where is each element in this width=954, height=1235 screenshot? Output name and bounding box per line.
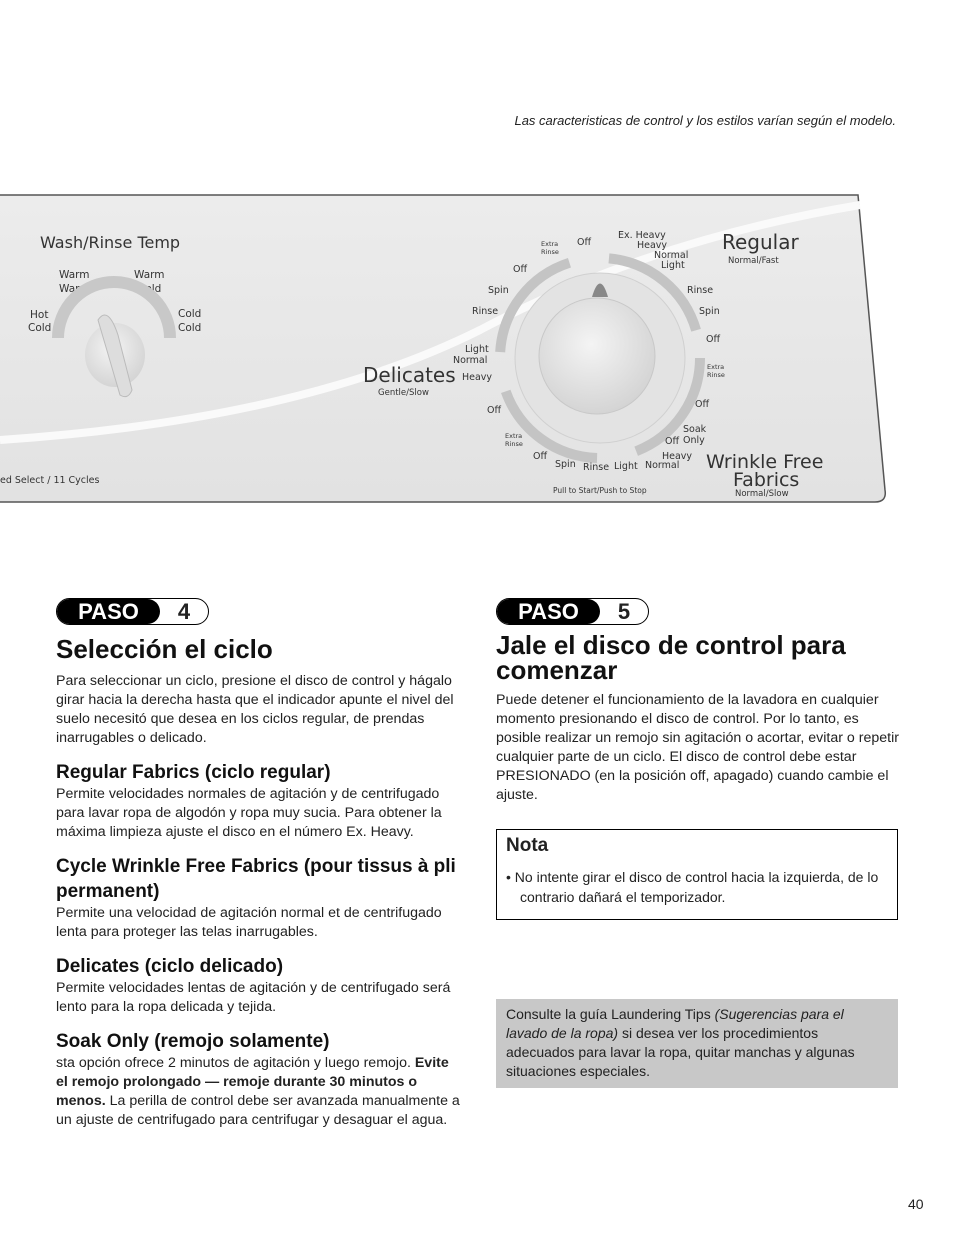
step-5-badge (496, 598, 649, 625)
badge-number: 5 (617, 599, 631, 624)
italic-text: (Sugerencias para el lavado de la ropa) (506, 1006, 844, 1041)
control-panel-illustration (0, 190, 954, 510)
svg-text:Spin: Spin (555, 459, 576, 470)
svg-text:Rinse: Rinse (707, 371, 725, 379)
svg-text:Regular: Regular (722, 230, 799, 254)
svg-text:Heavy: Heavy (637, 240, 668, 251)
step-5-column (496, 598, 900, 805)
header-note: Las caracteristicas de control y los estilos varían según el modelo. (514, 113, 896, 128)
page-number: 40 (908, 1196, 924, 1212)
svg-text:Normal: Normal (453, 355, 488, 366)
svg-text:Spin: Spin (488, 285, 509, 296)
step-4-intro: Para seleccionar un ciclo, presione el disco de control y hágalo girar hacia la derecha hasta que el indicador apunte el nivel del suelo necesitó que desea en los ciclos regular, de prendas inarrugables o delicado. (56, 673, 454, 746)
badge-label: PASO (497, 599, 600, 624)
svg-text:Ex. Heavy: Ex. Heavy (618, 230, 666, 241)
svg-text:Spin: Spin (699, 306, 720, 317)
warning-text: Evite el remojo prolongado — remoje durante 30 minutos o menos. (56, 1055, 449, 1109)
svg-text:Rinse: Rinse (472, 306, 499, 317)
badge-number: 4 (177, 599, 191, 624)
note-title: Nota (506, 835, 549, 856)
svg-text:Warm: Warm (59, 283, 90, 295)
svg-text:Normal/Fast: Normal/Fast (728, 256, 779, 266)
svg-text:Wrinkle Free: Wrinkle Free (706, 451, 824, 473)
svg-text:Normal: Normal (645, 460, 680, 471)
svg-text:Rinse: Rinse (687, 285, 714, 296)
step-5-title: Jale el disco de control para comenzar (496, 630, 846, 685)
svg-text:Only: Only (683, 435, 705, 446)
note-box (496, 829, 898, 920)
svg-text:Off: Off (577, 237, 592, 248)
section-heading: Delicates (ciclo delicado) (56, 956, 284, 977)
svg-text:Normal: Normal (654, 250, 689, 261)
svg-text:Rinse: Rinse (505, 440, 523, 448)
section-text: Permite velocidades lentas de agitación y de centrifugado será lento para la ropa delicada y tejida. (56, 980, 451, 1015)
svg-text:Hot: Hot (30, 309, 49, 321)
svg-text:Heavy: Heavy (662, 451, 693, 462)
svg-text:Off: Off (487, 405, 502, 416)
svg-text:Fabrics: Fabrics (733, 469, 800, 491)
text: Consulte la guía Laundering Tips (506, 1006, 715, 1022)
svg-text:Cold: Cold (138, 283, 162, 295)
svg-text:Wash/Rinse Temp: Wash/Rinse Temp (40, 233, 181, 252)
svg-text:Cold: Cold (178, 322, 202, 334)
step-4-badge (56, 598, 209, 625)
svg-text:Light: Light (661, 260, 685, 271)
svg-text:Extra: Extra (541, 240, 559, 248)
section-text (56, 1054, 464, 1130)
svg-text:Light: Light (465, 344, 489, 355)
svg-text:Off: Off (533, 451, 548, 462)
svg-text:ed Select / 11 Cycles: ed Select / 11 Cycles (0, 475, 100, 486)
text: sta opción ofrece 2 minutos de agitación y luego remojo. (56, 1055, 415, 1071)
svg-text:Pull to Start/Push to Stop: Pull to Start/Push to Stop (553, 486, 647, 495)
section-heading: Cycle Wrinkle Free Fabrics (pour tissus à pli permanent) (56, 856, 456, 902)
svg-text:Off: Off (695, 399, 710, 410)
svg-text:Extra: Extra (707, 363, 725, 371)
svg-text:Heavy: Heavy (462, 372, 493, 383)
svg-text:Cold: Cold (178, 308, 202, 320)
svg-text:Delicates: Delicates (363, 363, 456, 387)
section-text: Permite una velocidad de agitación normal et de centrifugado lenta para proteger las telas inarrugables. (56, 905, 442, 940)
text: si desea ver los procedimientos adecuados para lavar la ropa, quitar manchas y algunas situaciones especiales. (506, 1025, 855, 1079)
svg-text:Cold: Cold (28, 322, 52, 334)
svg-text:Warm: Warm (59, 269, 90, 281)
section-heading: Soak Only (remojo solamente) (56, 1031, 330, 1052)
step-4-title: Selección el ciclo (56, 634, 273, 664)
svg-text:Soak: Soak (683, 424, 707, 435)
svg-text:Gentle/Slow: Gentle/Slow (378, 388, 429, 398)
svg-text:Off: Off (706, 334, 721, 345)
svg-text:Rinse: Rinse (541, 248, 559, 256)
svg-text:Light: Light (614, 461, 638, 472)
badge-label: PASO (57, 599, 160, 624)
svg-text:Extra: Extra (505, 432, 523, 440)
svg-text:Off: Off (665, 436, 680, 447)
svg-text:Normal/Slow: Normal/Slow (735, 489, 789, 499)
step-5-text: Puede detener el funcionamiento de la lavadora en cualquier momento presionando el disco de control. Por lo tanto, es posible realizar un remojo sin agitación o acortar, evitar o repetir cualquier parte de un ciclo. El disco de control debe estar PRESIONADO (en la posición off, apagado) cuando cambie el ajuste. (496, 692, 899, 803)
section-heading: Regular Fabrics (ciclo regular) (56, 762, 331, 783)
svg-text:Off: Off (513, 264, 528, 275)
note-item: • No intente girar el disco de control hacia la izquierda, de lo contrario dañará el temporizador. (506, 869, 879, 905)
svg-text:Warm: Warm (134, 269, 165, 281)
tip-box (496, 999, 898, 1088)
section-text: Permite velocidades normales de agitación y de centrifugado para lavar ropa de algodón y ropa muy sucia. Para obtener la máxima limpieza ajuste el disco en el número Ex. Heavy. (56, 786, 442, 840)
svg-text:Rinse: Rinse (583, 462, 610, 473)
text: La perilla de control debe ser avanzada manualmente a un ajuste de centrifugado para centrifugar y desaguar el agua. (56, 1093, 460, 1128)
step-4-column (56, 598, 464, 1130)
